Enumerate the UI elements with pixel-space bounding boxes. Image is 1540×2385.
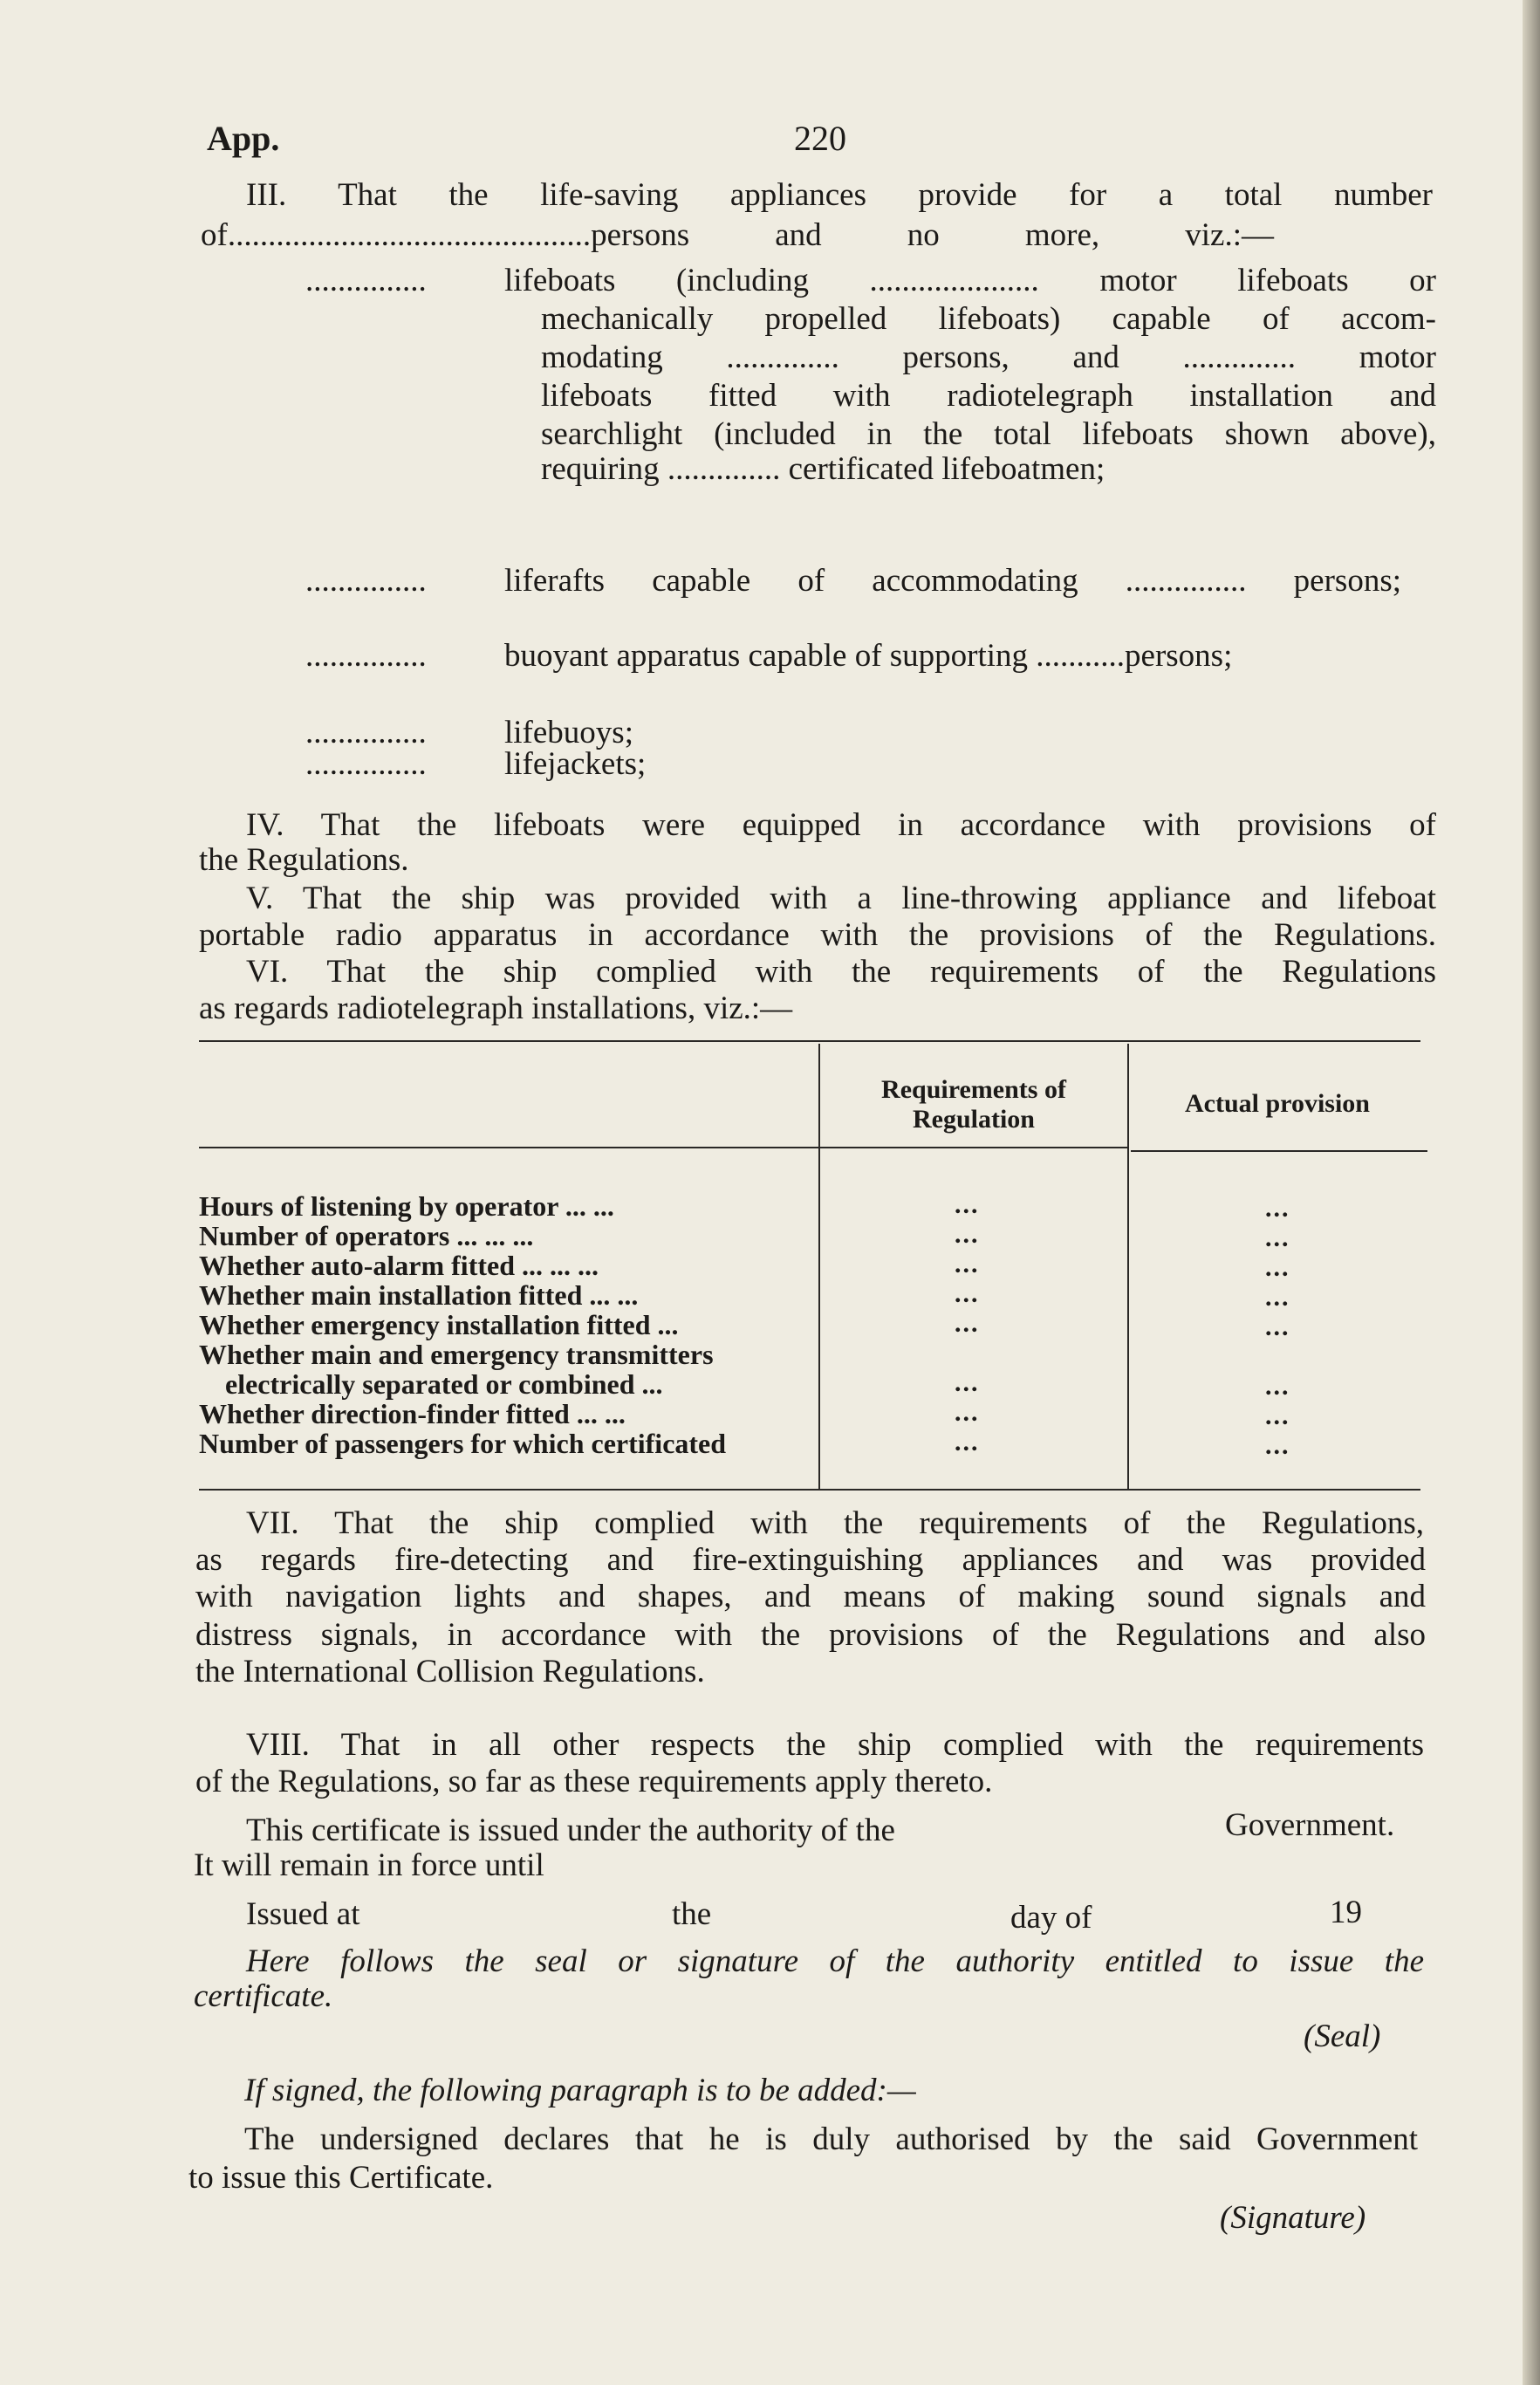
col-header-requirements-line-1: Requirements of xyxy=(881,1075,1066,1104)
section-vii-line-4: distress signals, in accordance with the provisions of the Regulations and also xyxy=(195,1617,1426,1653)
page-edge-shadow xyxy=(1523,0,1540,2385)
section-iii-line-2: of.............................................persons and no more, viz.:— xyxy=(201,217,1274,253)
row-label-main-installation: Whether main installation fitted ... ... xyxy=(199,1279,639,1311)
act-cell-main: ... xyxy=(1265,1283,1290,1312)
act-cell-auto-alarm: ... xyxy=(1265,1253,1290,1282)
act-cell-passengers: ... xyxy=(1265,1431,1290,1460)
section-vii-line-5: the International Collision Regulations. xyxy=(195,1654,705,1689)
row-label-direction-finder: Whether direction-finder fitted ... ... xyxy=(199,1398,626,1429)
appendix-label: App. xyxy=(207,119,280,158)
issue-force-text: It will remain in force until xyxy=(194,1847,544,1883)
issue-authority-text: This certificate is issued under the authority of the xyxy=(246,1813,895,1848)
lifeboats-count-blank: ............... xyxy=(305,263,427,298)
col-header-actual: Actual provision xyxy=(1185,1089,1370,1118)
issued-year-label: 19 xyxy=(1330,1895,1362,1930)
table-header-rule-left xyxy=(199,1147,1127,1148)
row-label-passengers: Number of passengers for which certificated xyxy=(199,1428,727,1459)
req-cell-emergency: ... xyxy=(955,1309,980,1338)
section-vii-line-3: with navigation lights and shapes, and means of making sound signals and xyxy=(195,1579,1426,1614)
section-v-line-2: portable radio apparatus in accordance with the provisions of the Regulations. xyxy=(199,917,1436,953)
row-label-auto-alarm: Whether auto-alarm fitted ... ... ... xyxy=(199,1250,599,1281)
section-iv-line-2: the Regulations. xyxy=(199,842,409,878)
lifeboats-line-5: searchlight (included in the total lifeboats shown above), xyxy=(541,416,1436,452)
req-cell-passengers: ... xyxy=(955,1428,980,1456)
row-label-emergency-installation: Whether emergency installation fitted ... xyxy=(199,1309,679,1340)
page-number: 220 xyxy=(794,119,846,158)
signed-note: If signed, the following paragraph is to be added:— xyxy=(244,2073,916,2108)
section-vi-line-1: VI. That the ship complied with the requirements of the Regulations xyxy=(246,954,1436,990)
lifeboats-line-3: modating .............. persons, and .............. motor xyxy=(541,339,1436,375)
lifebuoys-count-blank: ............... xyxy=(305,715,427,750)
req-cell-auto-alarm: ... xyxy=(955,1250,980,1278)
issue-government-text: Government. xyxy=(1225,1807,1395,1843)
lifebuoys-line: lifebuoys; xyxy=(504,715,633,750)
liferafts-count-blank: ............... xyxy=(305,563,427,599)
act-cell-emergency: ... xyxy=(1265,1312,1290,1341)
lifejackets-count-blank: ............... xyxy=(305,746,427,782)
row-label-number-operators: Number of operators ... ... ... xyxy=(199,1220,534,1251)
req-cell-hours: ... xyxy=(955,1190,980,1219)
req-cell-transmitters: ... xyxy=(955,1368,980,1397)
seal-note-line-1: Here follows the seal or signature of the authority entitled to issue the xyxy=(246,1943,1424,1979)
signature-placeholder: (Signature) xyxy=(1220,2200,1366,2236)
liferafts-line: liferafts capable of accommodating ............... persons; xyxy=(504,563,1401,599)
lifeboats-line-4: lifeboats fitted with radiotelegraph installation and xyxy=(541,378,1436,414)
lifeboats-line-2: mechanically propelled lifeboats) capable of accom- xyxy=(541,301,1436,337)
section-vi-line-2: as regards radiotelegraph installations, viz.:— xyxy=(199,990,793,1026)
buoyant-count-blank: ............... xyxy=(305,638,427,674)
row-label-hours-listening: Hours of listening by operator ... ... xyxy=(199,1190,614,1222)
section-iii-line-1: III. That the life-saving appliances provide for a total number xyxy=(246,177,1433,213)
req-cell-direction-finder: ... xyxy=(955,1398,980,1427)
act-cell-transmitters: ... xyxy=(1265,1372,1290,1401)
row-label-transmitters: Whether main and emergency transmitters xyxy=(199,1339,714,1370)
row-label-transmitters-cont: electrically separated or combined ... xyxy=(225,1368,663,1400)
section-viii-line-1: VIII. That in all other respects the ship complied with the requirements xyxy=(246,1727,1424,1763)
act-cell-operators: ... xyxy=(1265,1223,1290,1252)
act-cell-direction-finder: ... xyxy=(1265,1402,1290,1430)
buoyant-line: buoyant apparatus capable of supporting ...........persons; xyxy=(504,638,1233,674)
section-vii-line-2: as regards fire-detecting and fire-extinguishing appliances and was provided xyxy=(195,1542,1426,1578)
section-vii-line-1: VII. That the ship complied with the requirements of the Regulations, xyxy=(246,1505,1424,1541)
lifejackets-line: lifejackets; xyxy=(504,746,647,782)
issued-at-label: Issued at xyxy=(246,1896,360,1932)
lifeboats-line-1: lifeboats (including ..................... motor lifeboats or xyxy=(504,263,1436,298)
table-top-rule xyxy=(199,1040,1420,1042)
section-iv-line-1: IV. That the lifeboats were equipped in accordance with provisions of xyxy=(246,807,1436,843)
req-cell-main: ... xyxy=(955,1279,980,1308)
table-bottom-rule xyxy=(199,1489,1420,1491)
section-viii-line-2: of the Regulations, so far as these requirements apply thereto. xyxy=(195,1764,993,1799)
seal-note-line-2: certificate. xyxy=(194,1978,333,2014)
issued-day-of-label: day of xyxy=(1010,1900,1092,1936)
issued-the-label: the xyxy=(672,1896,712,1932)
lifeboats-line-6: requiring .............. certificated lifeboatmen; xyxy=(541,451,1105,487)
req-cell-operators: ... xyxy=(955,1220,980,1249)
section-v-line-1: V. That the ship was provided with a line-throwing appliance and lifeboat xyxy=(246,881,1436,916)
act-cell-hours: ... xyxy=(1265,1194,1290,1223)
seal-placeholder: (Seal) xyxy=(1304,2018,1381,2054)
table-header-rule-right xyxy=(1131,1150,1427,1152)
col-header-requirements-line-2: Regulation xyxy=(912,1105,1035,1134)
declaration-line-2: to issue this Certificate. xyxy=(188,2160,494,2196)
col-header-requirements xyxy=(820,1075,1127,1134)
declaration-line-1: The undersigned declares that he is duly authorised by the said Government xyxy=(244,2121,1418,2157)
